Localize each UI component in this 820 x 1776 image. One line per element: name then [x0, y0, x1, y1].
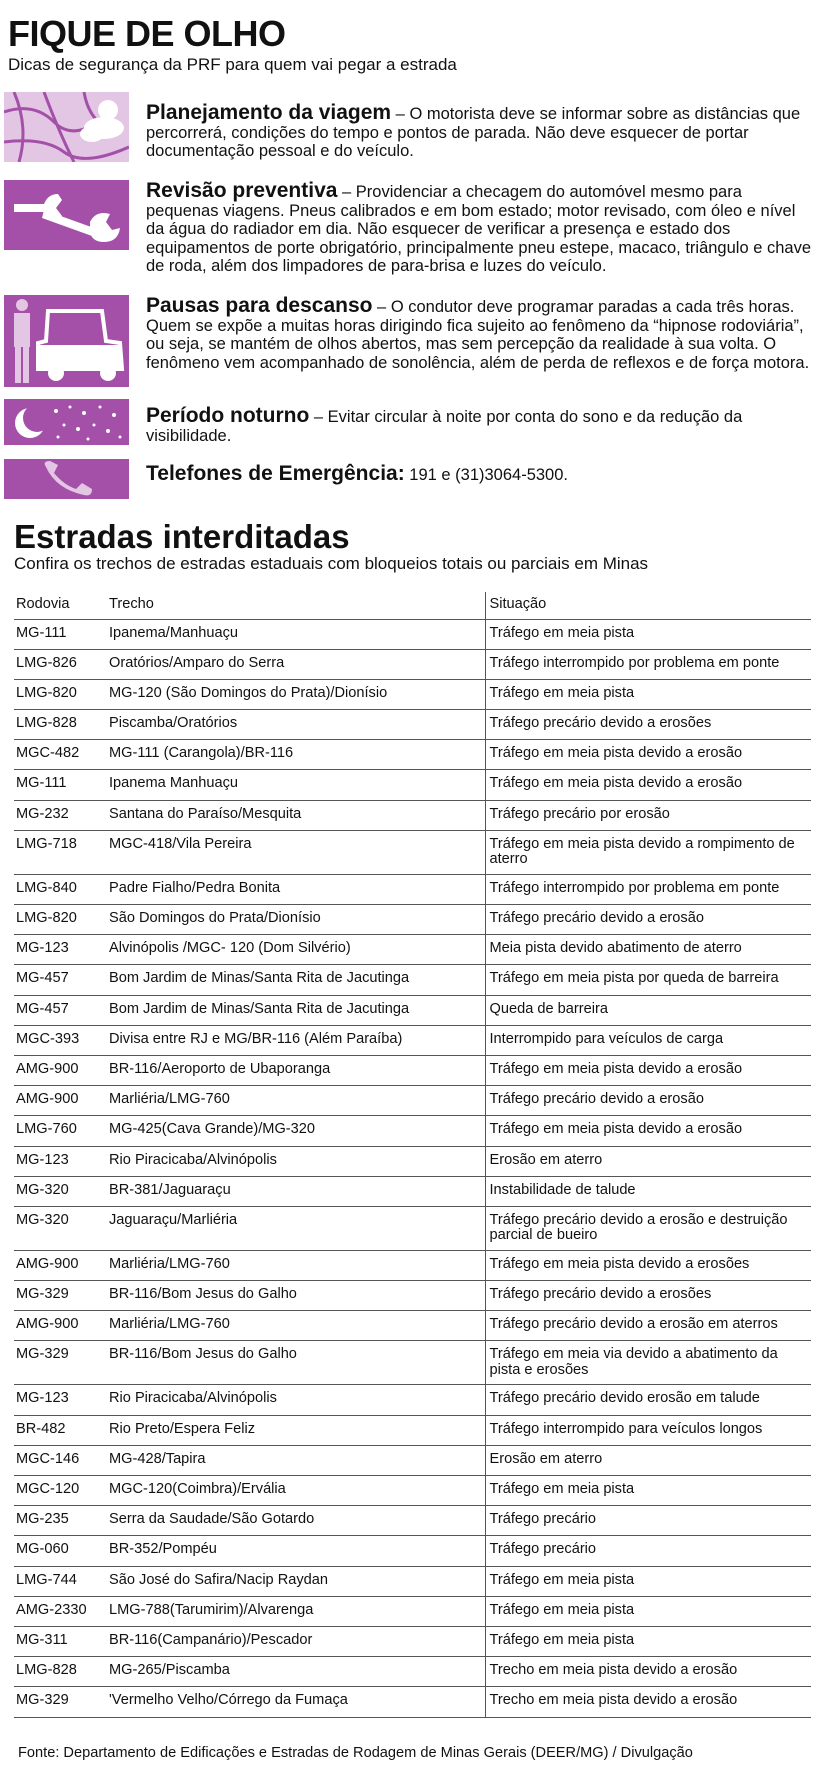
- page-subtitle: Dicas de segurança da PRF para quem vai pegar a estrada: [8, 55, 457, 74]
- cell-trecho: Rio Piracicaba/Alvinópolis: [105, 1146, 485, 1176]
- cell-trecho: BR-116/Aeroporto de Ubaporanga: [105, 1055, 485, 1085]
- cell-rodovia: LMG-820: [14, 905, 105, 935]
- cell-situacao: Tráfego precário devido a erosões: [485, 1281, 811, 1311]
- cell-situacao: Tráfego precário devido a erosão e destruição parcial de bueiro: [485, 1206, 811, 1250]
- cell-trecho: Marliéria/LMG-760: [105, 1311, 485, 1341]
- cell-rodovia: MG-320: [14, 1206, 105, 1250]
- cell-rodovia: MGC-146: [14, 1445, 105, 1475]
- cell-rodovia: LMG-718: [14, 830, 105, 874]
- wrench-icon: [4, 180, 129, 250]
- cell-situacao: Tráfego precário devido a erosão: [485, 1086, 811, 1116]
- cell-trecho: 'Vermelho Velho/Córrego da Fumaça: [105, 1687, 485, 1717]
- cell-rodovia: MG-311: [14, 1626, 105, 1656]
- cell-rodovia: MG-232: [14, 800, 105, 830]
- cell-situacao: Tráfego em meia pista devido a rompimento de aterro: [485, 830, 811, 874]
- table-row: [14, 1025, 811, 1055]
- table-row: [14, 619, 811, 649]
- column-header-rodovia: Rodovia: [14, 592, 105, 619]
- table-row: [14, 995, 811, 1025]
- table-row: [14, 1415, 811, 1445]
- tip-body: 191 e (31)3064-5300.: [404, 466, 568, 484]
- table-row: [14, 1206, 811, 1250]
- tip-text: [146, 101, 814, 161]
- cell-trecho: MGC-120(Coimbra)/Ervália: [105, 1476, 485, 1506]
- cell-trecho: LMG-788(Tarumirim)/Alvarenga: [105, 1596, 485, 1626]
- table-row: [14, 830, 811, 874]
- table-row: [14, 649, 811, 679]
- cell-trecho: Rio Preto/Espera Feliz: [105, 1415, 485, 1445]
- cell-rodovia: MGC-120: [14, 1476, 105, 1506]
- cell-rodovia: AMG-900: [14, 1311, 105, 1341]
- tip-trip-planning: [0, 101, 820, 184]
- table-row: [14, 1566, 811, 1596]
- cell-rodovia: AMG-900: [14, 1250, 105, 1280]
- cell-rodovia: AMG-900: [14, 1086, 105, 1116]
- table-row: [14, 1626, 811, 1656]
- cell-rodovia: MG-329: [14, 1687, 105, 1717]
- cell-trecho: Serra da Saudade/São Gotardo: [105, 1506, 485, 1536]
- table-row: [14, 1116, 811, 1146]
- table-row: [14, 1176, 811, 1206]
- cell-rodovia: MG-111: [14, 619, 105, 649]
- cell-trecho: MG-111 (Carangola)/BR-116: [105, 740, 485, 770]
- tip-night-driving: [0, 404, 820, 451]
- cell-trecho: MGC-418/Vila Pereira: [105, 830, 485, 874]
- cell-trecho: Ipanema/Manhuaçu: [105, 619, 485, 649]
- cell-situacao: Tráfego precário devido erosão em talude: [485, 1385, 811, 1415]
- cell-situacao: Tráfego em meia pista: [485, 1566, 811, 1596]
- cell-situacao: Meia pista devido abatimento de aterro: [485, 935, 811, 965]
- cell-situacao: Tráfego em meia via devido a abatimento da pista e erosões: [485, 1341, 811, 1385]
- cell-situacao: Tráfego precário: [485, 1506, 811, 1536]
- table-row: [14, 935, 811, 965]
- cell-rodovia: LMG-828: [14, 1657, 105, 1687]
- cell-rodovia: MGC-482: [14, 740, 105, 770]
- column-header-situacao: Situação: [485, 592, 811, 619]
- tip-heading: Planejamento da viagem: [146, 101, 392, 124]
- tip-text: [146, 294, 814, 372]
- table-row: [14, 1055, 811, 1085]
- table-row: [14, 965, 811, 995]
- cell-situacao: Tráfego interrompido para veículos longos: [485, 1415, 811, 1445]
- tip-text: [146, 179, 814, 276]
- table-row: [14, 800, 811, 830]
- cell-situacao: Tráfego em meia pista: [485, 1596, 811, 1626]
- table-row: [14, 1476, 811, 1506]
- cell-situacao: Erosão em aterro: [485, 1445, 811, 1475]
- cell-rodovia: MG-235: [14, 1506, 105, 1536]
- cell-situacao: Tráfego em meia pista devido a erosão: [485, 740, 811, 770]
- tip-body: – O motorista deve se informar sobre as distâncias que percorrerá, condições do tempo e pontos de parada. Não deve esquecer de portar documentação pessoal e do veículo.: [146, 105, 801, 160]
- cell-trecho: MG-428/Tapira: [105, 1445, 485, 1475]
- cell-situacao: Instabilidade de talude: [485, 1176, 811, 1206]
- cell-situacao: Tráfego precário devido a erosões: [485, 710, 811, 740]
- table-header-row: [14, 592, 811, 619]
- cell-trecho: Bom Jardim de Minas/Santa Rita de Jacutinga: [105, 965, 485, 995]
- table-row: [14, 1086, 811, 1116]
- cell-trecho: Jaguaraçu/Marliéria: [105, 1206, 485, 1250]
- cell-situacao: Tráfego precário devido a erosão: [485, 905, 811, 935]
- tip-body: – O condutor deve programar paradas a cada três horas. Quem se expõe a muitas horas dirigindo fica sujeito ao fenômeno da “hipnose rodoviária”, ou seja, se mantém de olhos abertos, mas sem percepção da realidade à sua volta. O fenômeno vem acompanhado de sonolência, além de perda de reflexos e de força motora.: [146, 298, 810, 372]
- cell-trecho: Oratórios/Amparo do Serra: [105, 649, 485, 679]
- cell-situacao: Erosão em aterro: [485, 1146, 811, 1176]
- table-row: [14, 710, 811, 740]
- cell-situacao: Tráfego em meia pista devido a erosão: [485, 770, 811, 800]
- source-credit: Fonte: Departamento de Edificações e Estradas de Rodagem de Minas Gerais (DEER/MG) / Divulgação: [18, 1745, 693, 1761]
- cell-trecho: Ipanema Manhuaçu: [105, 770, 485, 800]
- cell-trecho: BR-116/Bom Jesus do Galho: [105, 1281, 485, 1311]
- table-row: [14, 1146, 811, 1176]
- cell-situacao: Tráfego em meia pista: [485, 1476, 811, 1506]
- tip-text: [146, 462, 814, 485]
- table-row: [14, 679, 811, 709]
- cell-rodovia: MG-329: [14, 1281, 105, 1311]
- cell-trecho: MG-120 (São Domingos do Prata)/Dionísio: [105, 679, 485, 709]
- cell-trecho: Alvinópolis /MGC- 120 (Dom Silvério): [105, 935, 485, 965]
- cell-rodovia: AMG-2330: [14, 1596, 105, 1626]
- table-row: [14, 1596, 811, 1626]
- cell-rodovia: BR-482: [14, 1415, 105, 1445]
- table-row: [14, 1341, 811, 1385]
- tip-heading: Telefones de Emergência:: [146, 462, 405, 485]
- cell-rodovia: LMG-760: [14, 1116, 105, 1146]
- cell-trecho: BR-116(Campanário)/Pescador: [105, 1626, 485, 1656]
- cell-rodovia: LMG-820: [14, 679, 105, 709]
- cell-situacao: Tráfego interrompido por problema em ponte: [485, 649, 811, 679]
- table-row: [14, 1687, 811, 1717]
- cell-situacao: Trecho em meia pista devido a erosão: [485, 1657, 811, 1687]
- cell-situacao: Tráfego em meia pista: [485, 1626, 811, 1656]
- cell-rodovia: MG-457: [14, 965, 105, 995]
- cell-trecho: Piscamba/Oratórios: [105, 710, 485, 740]
- table-row: [14, 1506, 811, 1536]
- cell-rodovia: MG-320: [14, 1176, 105, 1206]
- cell-trecho: MG-265/Piscamba: [105, 1657, 485, 1687]
- table-row: [14, 1657, 811, 1687]
- cell-rodovia: MG-329: [14, 1341, 105, 1385]
- table-row: [14, 1281, 811, 1311]
- cell-trecho: BR-381/Jaguaraçu: [105, 1176, 485, 1206]
- table-row: [14, 740, 811, 770]
- map-weather-icon: [4, 92, 129, 162]
- cell-situacao: Queda de barreira: [485, 995, 811, 1025]
- cell-situacao: Tráfego interrompido por problema em ponte: [485, 874, 811, 904]
- cell-rodovia: MG-123: [14, 1385, 105, 1415]
- table-row: [14, 1250, 811, 1280]
- rest-stop-icon: [4, 295, 129, 387]
- cell-trecho: Santana do Paraíso/Mesquita: [105, 800, 485, 830]
- page-title: FIQUE DE OLHO: [8, 13, 286, 54]
- cell-situacao: Tráfego precário: [485, 1536, 811, 1566]
- table-body: [14, 619, 811, 1717]
- cell-trecho: BR-116/Bom Jesus do Galho: [105, 1341, 485, 1385]
- cell-rodovia: LMG-840: [14, 874, 105, 904]
- cell-trecho: São Domingos do Prata/Dionísio: [105, 905, 485, 935]
- moon-stars-icon: [4, 399, 129, 445]
- tip-emergency-phones: [0, 462, 820, 495]
- cell-situacao: Tráfego em meia pista: [485, 679, 811, 709]
- cell-situacao: Tráfego em meia pista devido a erosões: [485, 1250, 811, 1280]
- tip-body: – Providenciar a checagem do automóvel mesmo para pequenas viagens. Pneus calibrados e em bom estado; motor revisado, com óleo e nível da água do radiador em dia. Não esquecer de verificar a presença e estado dos equipamentos de porte obrigatório, principalmente pneu estepe, macaco, triângulo e chave de roda, além dos limpadores de para-brisa e luzes do veículo.: [146, 183, 812, 275]
- cell-rodovia: LMG-828: [14, 710, 105, 740]
- cell-situacao: Tráfego precário devido a erosão em aterros: [485, 1311, 811, 1341]
- tip-heading: Revisão preventiva: [146, 179, 338, 202]
- table-row: [14, 1445, 811, 1475]
- phone-icon: [4, 459, 129, 499]
- table-row: [14, 905, 811, 935]
- column-header-trecho: Trecho: [105, 592, 485, 619]
- cell-trecho: Rio Piracicaba/Alvinópolis: [105, 1385, 485, 1415]
- cell-situacao: Tráfego precário por erosão: [485, 800, 811, 830]
- roads-section-title: Estradas interditadas: [14, 518, 350, 555]
- tip-text: [146, 404, 814, 445]
- tip-body: – Evitar circular à noite por conta do sono e da redução da visibilidade.: [146, 408, 743, 445]
- cell-rodovia: LMG-744: [14, 1566, 105, 1596]
- cell-trecho: BR-352/Pompéu: [105, 1536, 485, 1566]
- tip-heading: Período noturno: [146, 404, 310, 427]
- cell-rodovia: MG-060: [14, 1536, 105, 1566]
- table-row: [14, 1536, 811, 1566]
- cell-rodovia: MG-123: [14, 1146, 105, 1176]
- table-row: [14, 770, 811, 800]
- tip-rest-breaks: [0, 294, 820, 393]
- cell-trecho: Marliéria/LMG-760: [105, 1250, 485, 1280]
- cell-trecho: Divisa entre RJ e MG/BR-116 (Além Paraíba): [105, 1025, 485, 1055]
- cell-rodovia: MG-111: [14, 770, 105, 800]
- cell-rodovia: LMG-826: [14, 649, 105, 679]
- cell-situacao: Tráfego em meia pista: [485, 619, 811, 649]
- table-row: [14, 874, 811, 904]
- cell-rodovia: MG-457: [14, 995, 105, 1025]
- cell-situacao: Tráfego em meia pista devido a erosão: [485, 1116, 811, 1146]
- cell-situacao: Trecho em meia pista devido a erosão: [485, 1687, 811, 1717]
- cell-situacao: Interrompido para veículos de carga: [485, 1025, 811, 1055]
- cell-trecho: Marliéria/LMG-760: [105, 1086, 485, 1116]
- cell-trecho: Padre Fialho/Pedra Bonita: [105, 874, 485, 904]
- cell-trecho: MG-425(Cava Grande)/MG-320: [105, 1116, 485, 1146]
- cell-trecho: Bom Jardim de Minas/Santa Rita de Jacutinga: [105, 995, 485, 1025]
- tip-heading: Pausas para descanso: [146, 294, 373, 317]
- cell-situacao: Tráfego em meia pista devido a erosão: [485, 1055, 811, 1085]
- cell-trecho: São José do Safira/Nacip Raydan: [105, 1566, 485, 1596]
- table-row: [14, 1385, 811, 1415]
- cell-rodovia: MG-123: [14, 935, 105, 965]
- closed-roads-table: [14, 592, 811, 1718]
- cell-rodovia: AMG-900: [14, 1055, 105, 1085]
- roads-section-subtitle: Confira os trechos de estradas estaduais com bloqueios totais ou parciais em Minas: [14, 554, 649, 573]
- cell-rodovia: MGC-393: [14, 1025, 105, 1055]
- tip-preventive-review: [0, 179, 820, 282]
- table-row: [14, 1311, 811, 1341]
- cell-situacao: Tráfego em meia pista por queda de barreira: [485, 965, 811, 995]
